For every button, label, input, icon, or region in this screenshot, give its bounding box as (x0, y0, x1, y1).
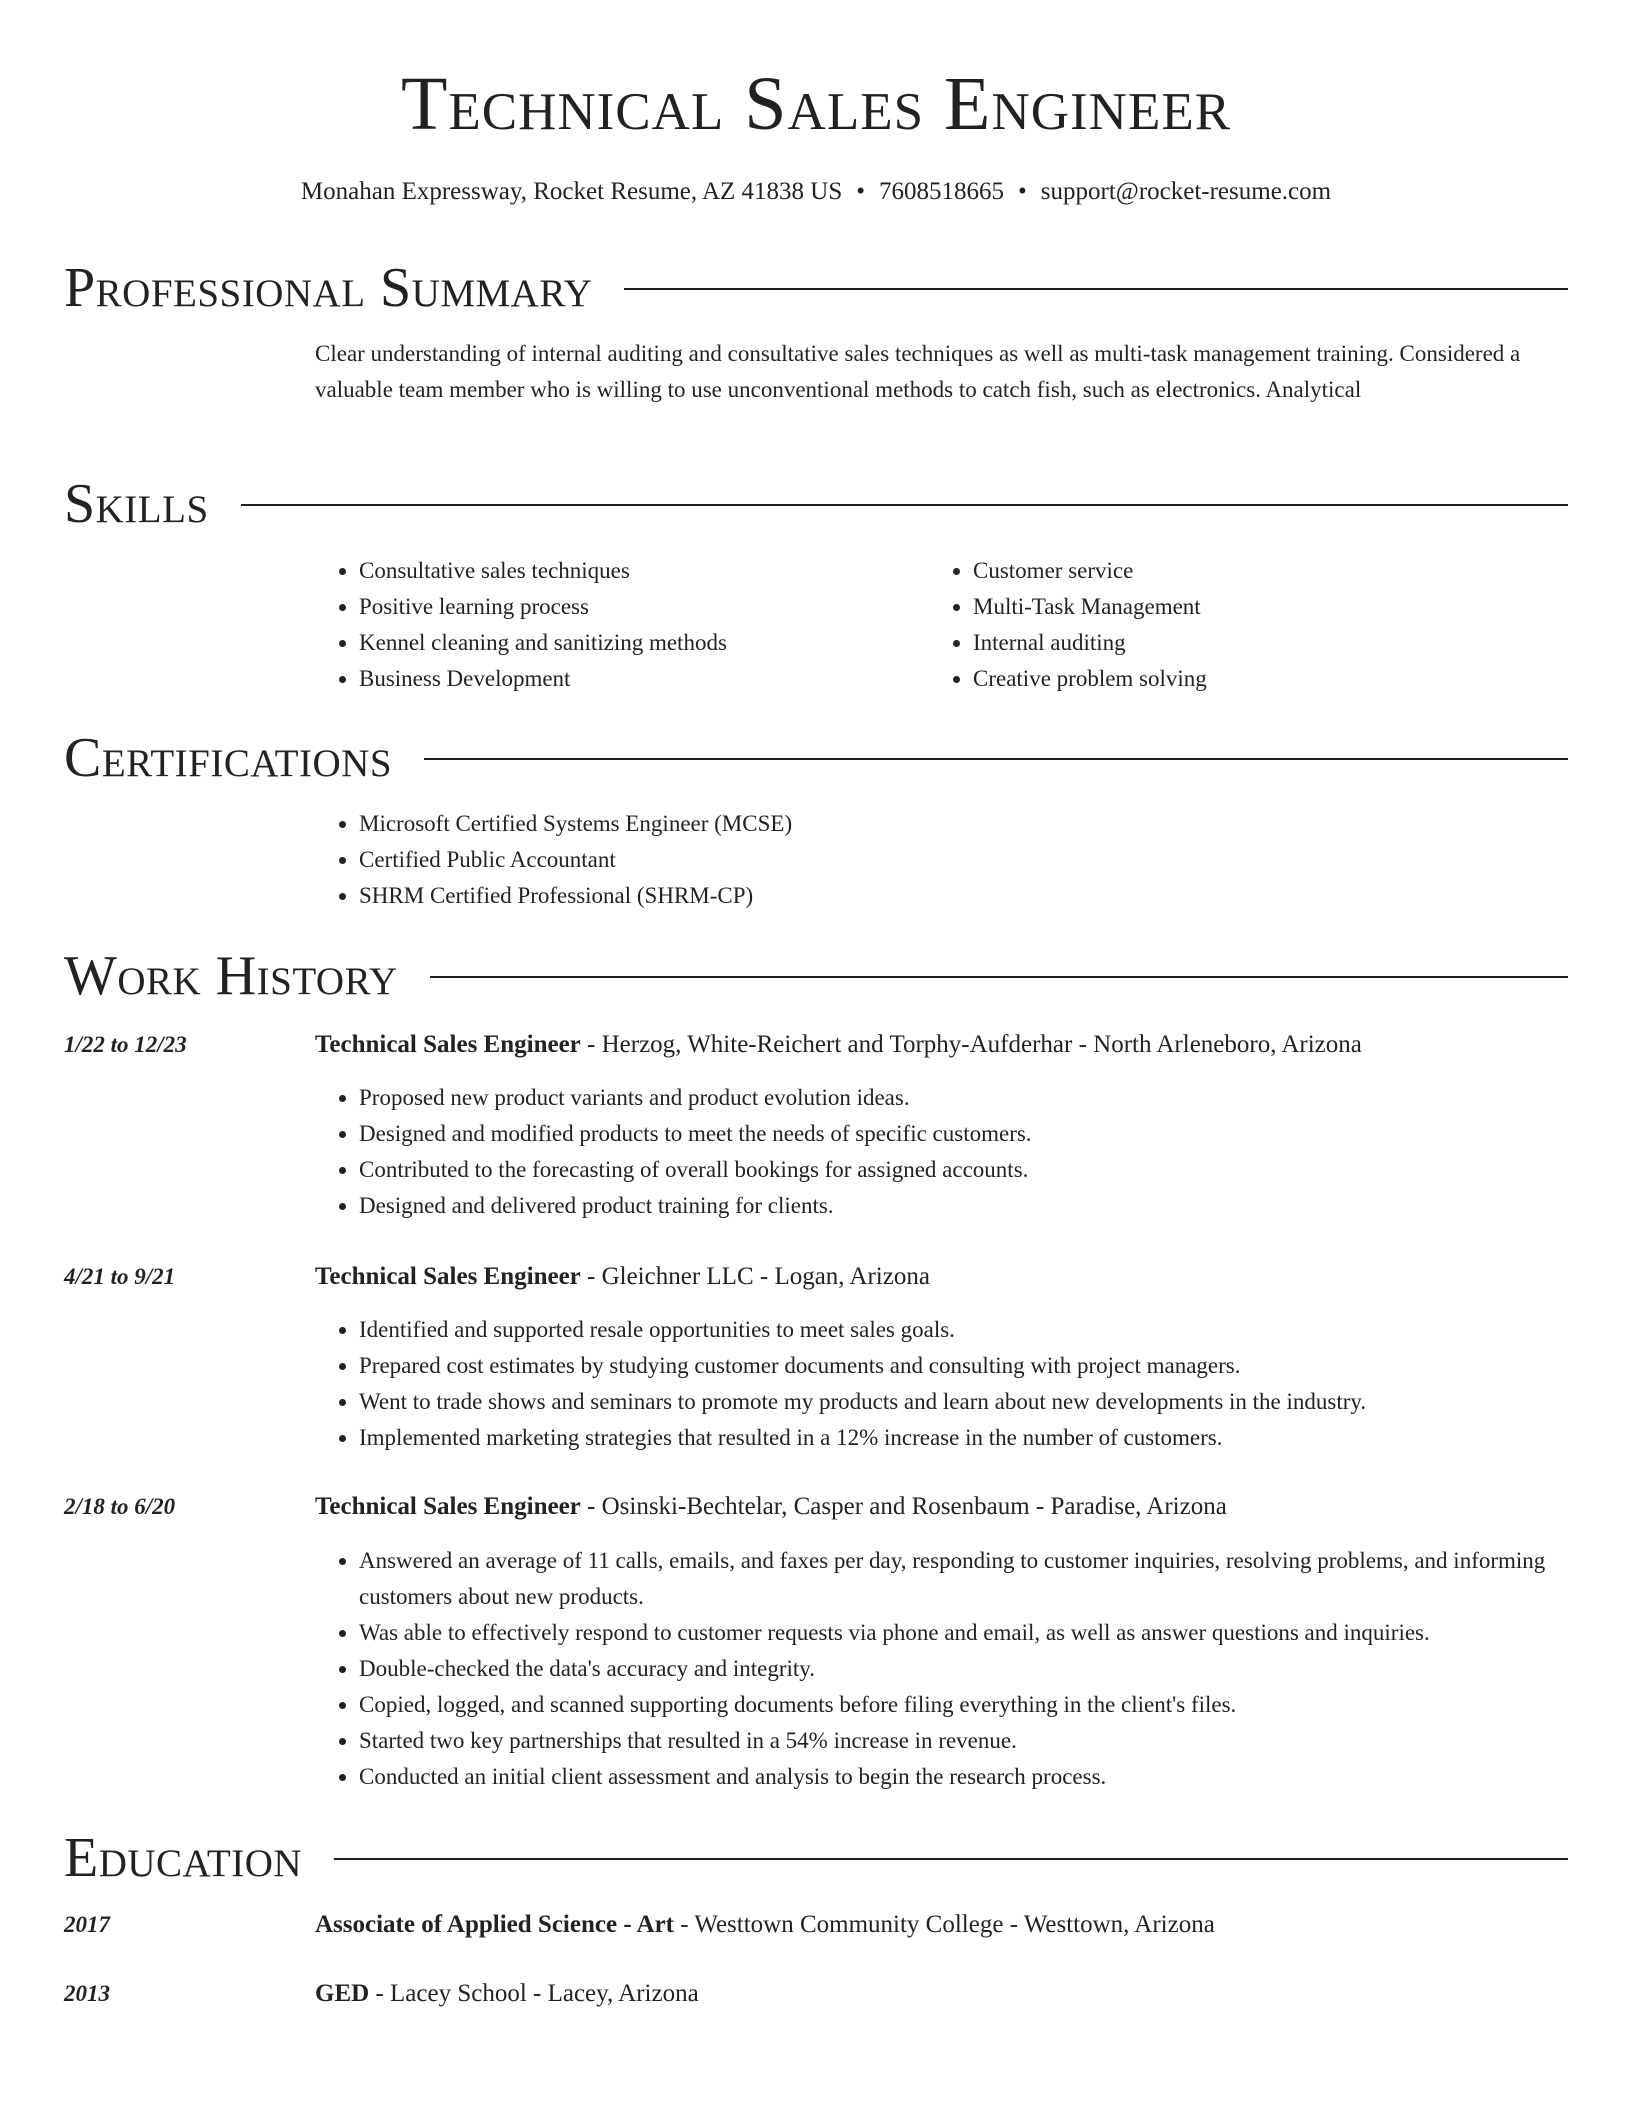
list-item: • Contributed to the forecasting of overall bookings for assigned accounts. (359, 1152, 1612, 1188)
section-title: Skills (64, 473, 209, 535)
job-role: Technical Sales Engineer (315, 1493, 581, 1520)
section-header-work-history (64, 944, 1568, 1008)
section-header-skills (64, 472, 1568, 536)
address: Monahan Expressway, Rocket Resume, AZ 41838 US (300, 178, 843, 205)
section-title: Certifications (64, 727, 393, 789)
job-role: Technical Sales Engineer (315, 1263, 581, 1290)
job-date: 2/18 to 6/20 (64, 1494, 176, 1519)
skills-list-right (929, 553, 1573, 697)
list-item: • Multi-Task Management (973, 589, 1573, 625)
list-item: • Implemented marketing strategies that resulted in a 12% increase in the number of customers. (359, 1420, 1612, 1456)
list-item: • Answered an average of 11 calls, emails, and faxes per day, responding to customer inquiries, resolving problems, and informing customers about new products. (359, 1543, 1612, 1615)
divider (430, 976, 1568, 978)
education-entry (315, 1976, 1568, 2012)
job-title (315, 1489, 1568, 1525)
list-item: • Was able to effectively respond to customer requests via phone and email, as well as answer questions and inquiries. (359, 1615, 1612, 1651)
list-item: • Started two key partnerships that resulted in a 54% increase in revenue. (359, 1723, 1612, 1759)
list-item: • Microsoft Certified Systems Engineer (MCSE) (359, 806, 1612, 842)
list-item: • Certified Public Accountant (359, 842, 1612, 878)
job-bullets (315, 1543, 1612, 1795)
list-item: • SHRM Certified Professional (SHRM-CP) (359, 878, 1612, 914)
divider (334, 1858, 1568, 1860)
list-item: • Copied, logged, and scanned supporting documents before filing everything in the client's files. (359, 1687, 1612, 1723)
job-title (315, 1027, 1568, 1063)
skills-list-left (315, 553, 959, 697)
list-item: • Conducted an initial client assessment and analysis to begin the research process. (359, 1759, 1612, 1795)
job-details: - Osinski-Bechtelar, Casper and Rosenbaum - Paradise, Arizona (580, 1493, 1227, 1520)
job-date: 1/22 to 12/23 (64, 1032, 187, 1057)
job-role: Technical Sales Engineer (315, 1031, 581, 1058)
divider (241, 504, 1568, 506)
job-details: - Gleichner LLC - Logan, Arizona (580, 1263, 930, 1290)
section-header-certifications (64, 726, 1568, 790)
education-details: - Westtown Community College - Westtown, Arizona (673, 1911, 1215, 1938)
email-link[interactable]: support@rocket-resume.com (1040, 178, 1332, 205)
page-title: Technical Sales Engineer (400, 62, 1232, 146)
education-details: - Lacey School - Lacey, Arizona (369, 1980, 699, 2007)
phone: 7608518665 (879, 178, 1005, 205)
education-entry (315, 1907, 1568, 1943)
list-item: • Positive learning process (359, 589, 959, 625)
section-title: Work History (64, 945, 398, 1007)
job-bullets (315, 1312, 1612, 1456)
list-item: • Prepared cost estimates by studying customer documents and consulting with project managers. (359, 1348, 1612, 1384)
job-title (315, 1259, 1568, 1295)
section-header-summary (64, 256, 1568, 320)
certifications-list (315, 806, 1612, 914)
list-item: • Designed and modified products to meet the needs of specific customers. (359, 1116, 1612, 1152)
divider (624, 288, 1568, 290)
separator: • (1018, 178, 1027, 205)
list-item: • Business Development (359, 661, 959, 697)
contact-line (64, 175, 1568, 209)
education-year: 2017 (64, 1912, 110, 1937)
degree: Associate of Applied Science - Art (315, 1911, 674, 1938)
section-title: Education (64, 1827, 303, 1889)
list-item: • Designed and delivered product training for clients. (359, 1188, 1612, 1224)
list-item: • Consultative sales techniques (359, 553, 959, 589)
section-title: Professional Summary (64, 257, 593, 319)
education-year: 2013 (64, 1981, 110, 2006)
list-item: • Identified and supported resale opportunities to meet sales goals. (359, 1312, 1612, 1348)
list-item: • Double-checked the data's accuracy and integrity. (359, 1651, 1612, 1687)
separator: • (856, 178, 866, 205)
summary-text: Clear understanding of internal auditing and consultative sales techniques as well as multi-task management training. Considered a valuable team member who is willing to use unconventional methods to catch fish, such as electronics. Analytical (315, 341, 1521, 402)
list-item: • Proposed new product variants and product evolution ideas. (359, 1080, 1612, 1116)
list-item: • Customer service (973, 553, 1573, 589)
job-bullets (315, 1080, 1612, 1224)
section-header-education (64, 1826, 1568, 1890)
list-item: • Internal auditing (973, 625, 1573, 661)
list-item: • Went to trade shows and seminars to promote my products and learn about new developments in the industry. (359, 1384, 1612, 1420)
divider (424, 758, 1568, 760)
job-date: 4/21 to 9/21 (64, 1264, 176, 1289)
job-details: - Herzog, White-Reichert and Torphy-Aufderhar - North Arleneboro, Arizona (580, 1031, 1362, 1058)
list-item: • Kennel cleaning and sanitizing methods (359, 625, 959, 661)
list-item: • Creative problem solving (973, 661, 1573, 697)
degree: GED (315, 1980, 370, 2007)
